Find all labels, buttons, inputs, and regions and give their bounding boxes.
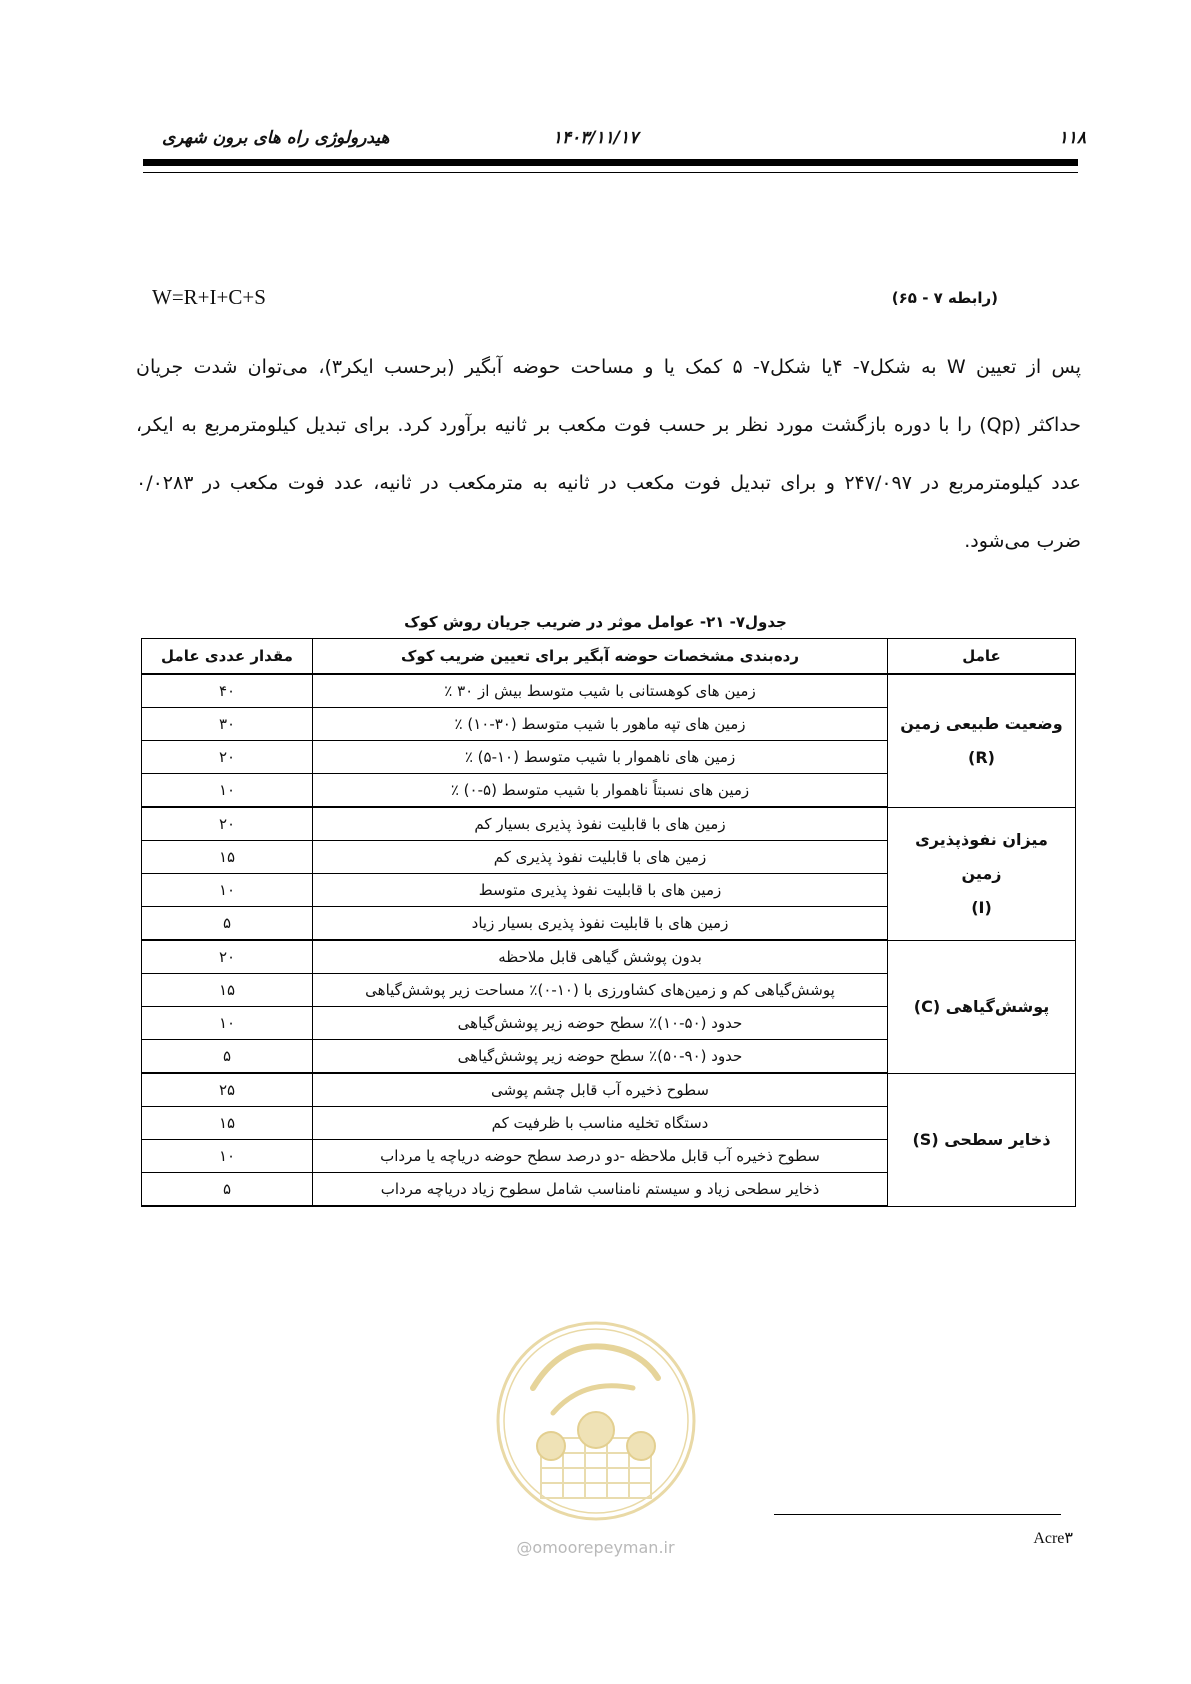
table-row bbox=[142, 674, 1076, 708]
factor-symbol: (I) bbox=[971, 897, 992, 917]
header-value: مقدار عددی عامل bbox=[142, 639, 313, 675]
cook-coefficient-table bbox=[141, 638, 1076, 1207]
table-row bbox=[142, 807, 1076, 841]
table-row bbox=[142, 1073, 1076, 1107]
watermark-site: @omoorepeyman.ir bbox=[516, 1538, 675, 1557]
row-description: ذخایر سطحی زیاد و سیستم نامناسب شامل سطوح زیاد دریاچه مرداب bbox=[313, 1173, 888, 1207]
factor-symbol: (R) bbox=[968, 747, 995, 767]
body-paragraph bbox=[136, 338, 1081, 570]
row-value: ۲۵ bbox=[142, 1073, 313, 1107]
table-row bbox=[142, 940, 1076, 974]
row-description: بدون پوشش گیاهی قابل ملاحظه bbox=[313, 940, 888, 974]
row-description: زمین های با قابلیت نفوذ پذیری بسیار زیاد bbox=[313, 907, 888, 941]
row-value: ۱۵ bbox=[142, 1107, 313, 1140]
row-value: ۱۵ bbox=[142, 974, 313, 1007]
header-classification: رده‌بندی مشخصات حوضه آبگیر برای تعیین ضریب کوک bbox=[313, 639, 888, 675]
header-date: ۱۴۰۳/۱۱/۱۷ bbox=[552, 128, 639, 148]
row-description: زمین های تپه ماهور با شیب متوسط (۳۰-۱۰) ٪ bbox=[313, 708, 888, 741]
equation-label: (رابطه ۷ - ۶۵) bbox=[891, 289, 998, 307]
footnote-text: Acre۳ bbox=[1033, 1530, 1073, 1547]
row-value: ۱۰ bbox=[142, 874, 313, 907]
table-header-row bbox=[142, 639, 1076, 675]
row-description: دستگاه تخلیه مناسب با ظرفیت کم bbox=[313, 1107, 888, 1140]
row-description: سطوح ذخیره آب قابل ملاحظه -دو درصد سطح حوضه دریاچه یا مرداب bbox=[313, 1140, 888, 1173]
row-description: زمین های ناهموار با شیب متوسط (۱۰-۵) ٪ bbox=[313, 741, 888, 774]
row-value: ۴۰ bbox=[142, 674, 313, 708]
row-description: حدود (۹۰-۵۰)٪ سطح حوضه زیر پوشش‌گیاهی bbox=[313, 1040, 888, 1074]
row-value: ۱۵ bbox=[142, 841, 313, 874]
row-value: ۵ bbox=[142, 907, 313, 941]
paragraph-line: حداکثر (Qp) را با دوره بازگشت مورد نظر بر حسب فوت مکعب بر ثانیه برآورد کرد. برای تبدیل کیلومترمربع به ایکر، bbox=[136, 414, 1081, 436]
row-value: ۱۰ bbox=[142, 1007, 313, 1040]
factor-cell-s bbox=[888, 1073, 1076, 1206]
row-value: ۱۰ bbox=[142, 774, 313, 808]
row-description: زمین های کوهستانی با شیب متوسط بیش از ۳۰ ٪ bbox=[313, 674, 888, 708]
factor-name-text: ذخایر سطحی bbox=[944, 1129, 1051, 1149]
row-value: ۲۰ bbox=[142, 940, 313, 974]
book-title: هیدرولوژی راه های برون شهری bbox=[162, 128, 390, 148]
row-value: ۲۰ bbox=[142, 741, 313, 774]
watermark-seal-logo bbox=[493, 1318, 699, 1524]
header-factor: عامل bbox=[888, 639, 1076, 675]
paragraph-line: پس از تعیین W به شکل۷- ۴یا شکل۷- ۵ کمک یا و مساحت حوضه آبگیر (برحسب ایکر۳)، می‌توان شدت جریان bbox=[136, 356, 1081, 378]
footnote-rule bbox=[774, 1514, 1061, 1515]
equation-formula: W=R+I+C+S bbox=[152, 285, 266, 309]
page-number: ۱۱۸ bbox=[1058, 128, 1086, 148]
header-rule-thick bbox=[143, 159, 1078, 166]
paragraph-line: عدد کیلومترمربع در ۲۴۷/۰۹۷ و برای تبدیل فوت مکعب در ثانیه به مترمکعب در ثانیه، عدد فوت مکعب در ۰/۰۲۸۳ bbox=[136, 472, 1081, 494]
row-description: زمین های با قابلیت نفوذ پذیری بسیار کم bbox=[313, 807, 888, 841]
row-description: سطوح ذخیره آب قابل چشم پوشی bbox=[313, 1073, 888, 1107]
paragraph-line: ضرب می‌شود. bbox=[964, 530, 1081, 552]
row-description: زمین های نسبتاً ناهموار با شیب متوسط (۵-۰) ٪ bbox=[313, 774, 888, 808]
factor-name-text: پوشش‌گیاهی bbox=[945, 996, 1050, 1016]
factor-symbol: (C) bbox=[913, 996, 941, 1016]
row-value: ۵ bbox=[142, 1040, 313, 1074]
row-description: حدود (۵۰-۱۰)٪ سطح حوضه زیر پوشش‌گیاهی bbox=[313, 1007, 888, 1040]
row-value: ۲۰ bbox=[142, 807, 313, 841]
factor-cell-c bbox=[888, 940, 1076, 1073]
factor-name: میزان نفوذپذیری زمین bbox=[915, 829, 1048, 883]
row-value: ۳۰ bbox=[142, 708, 313, 741]
factor-name: وضعیت طبیعی زمین bbox=[900, 713, 1063, 733]
factor-name bbox=[894, 1123, 1069, 1157]
table-caption: جدول۷- ۲۱- عوامل موثر در ضریب جریان روش کوک bbox=[404, 613, 787, 631]
factor-name bbox=[894, 990, 1069, 1024]
header-rule-thin bbox=[143, 172, 1078, 173]
row-description: پوشش‌گیاهی کم و زمین‌های کشاورزی با (۱۰-۰)٪ مساحت زیر پوشش‌گیاهی bbox=[313, 974, 888, 1007]
row-value: ۵ bbox=[142, 1173, 313, 1207]
factor-cell-r bbox=[888, 674, 1076, 807]
factor-symbol: (S) bbox=[912, 1129, 939, 1149]
row-description: زمین های با قابلیت نفوذ پذیری کم bbox=[313, 841, 888, 874]
row-description: زمین های با قابلیت نفوذ پذیری متوسط bbox=[313, 874, 888, 907]
factor-cell-i bbox=[888, 807, 1076, 940]
row-value: ۱۰ bbox=[142, 1140, 313, 1173]
